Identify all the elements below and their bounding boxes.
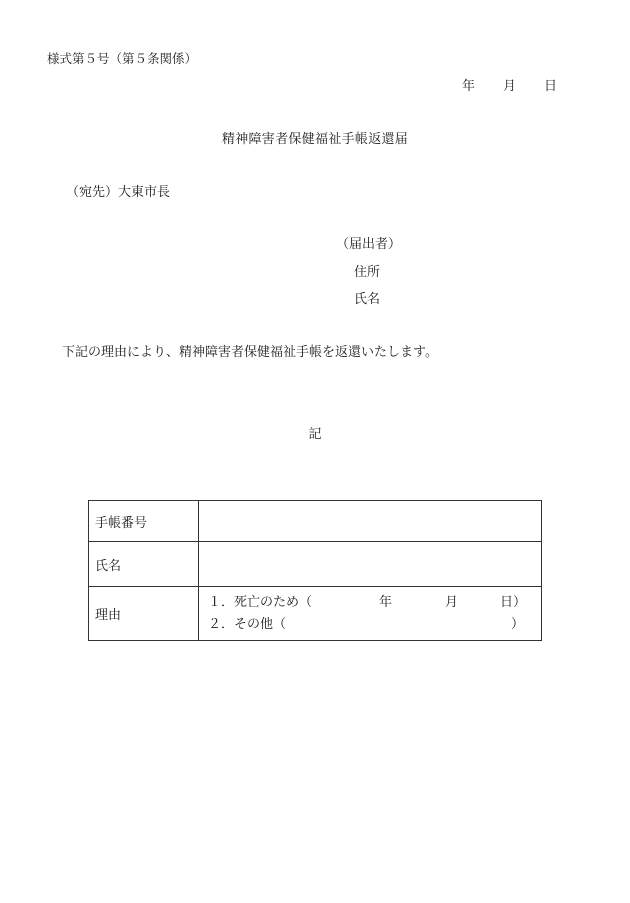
addressee: （宛先）大東市長 xyxy=(66,185,171,200)
info-table xyxy=(88,500,542,641)
name-label: 氏名 xyxy=(89,542,199,587)
reason-other-label: ２．その他（ xyxy=(208,616,287,632)
reason-death-day: 日） xyxy=(500,594,527,610)
date-year-label: 年 xyxy=(462,79,476,94)
document-title: 精神障害者保健福祉手帳返還届 xyxy=(221,132,409,147)
reason-death-year: 年 xyxy=(379,594,393,610)
form-number: 様式第５号（第５条関係） xyxy=(47,51,198,66)
name-field[interactable] xyxy=(199,542,542,587)
notifier-address-label: 住所 xyxy=(354,265,381,280)
reason-death-label: １．死亡のため（ xyxy=(208,594,313,610)
statement: 下記の理由により、精神障害者保健福祉手帳を返還いたします。 xyxy=(62,345,438,360)
date-line xyxy=(462,80,557,93)
date-day-label: 日 xyxy=(544,79,558,94)
date-month-label: 月 xyxy=(503,79,517,94)
reason-other-line xyxy=(199,614,541,636)
reason-death-line xyxy=(199,592,541,614)
ki-heading: 記 xyxy=(308,427,322,442)
table-row xyxy=(89,501,542,542)
notifier-name-label: 氏名 xyxy=(354,292,381,307)
notebook-number-label: 手帳番号 xyxy=(89,501,199,542)
reason-field[interactable] xyxy=(199,587,542,641)
table-row xyxy=(89,587,542,641)
reason-label: 理由 xyxy=(89,587,199,641)
notifier-heading: （届出者） xyxy=(336,237,402,252)
reason-other-close: ） xyxy=(511,616,525,632)
table-row xyxy=(89,542,542,587)
reason-death-month: 月 xyxy=(445,594,459,610)
notebook-number-field[interactable] xyxy=(199,501,542,542)
